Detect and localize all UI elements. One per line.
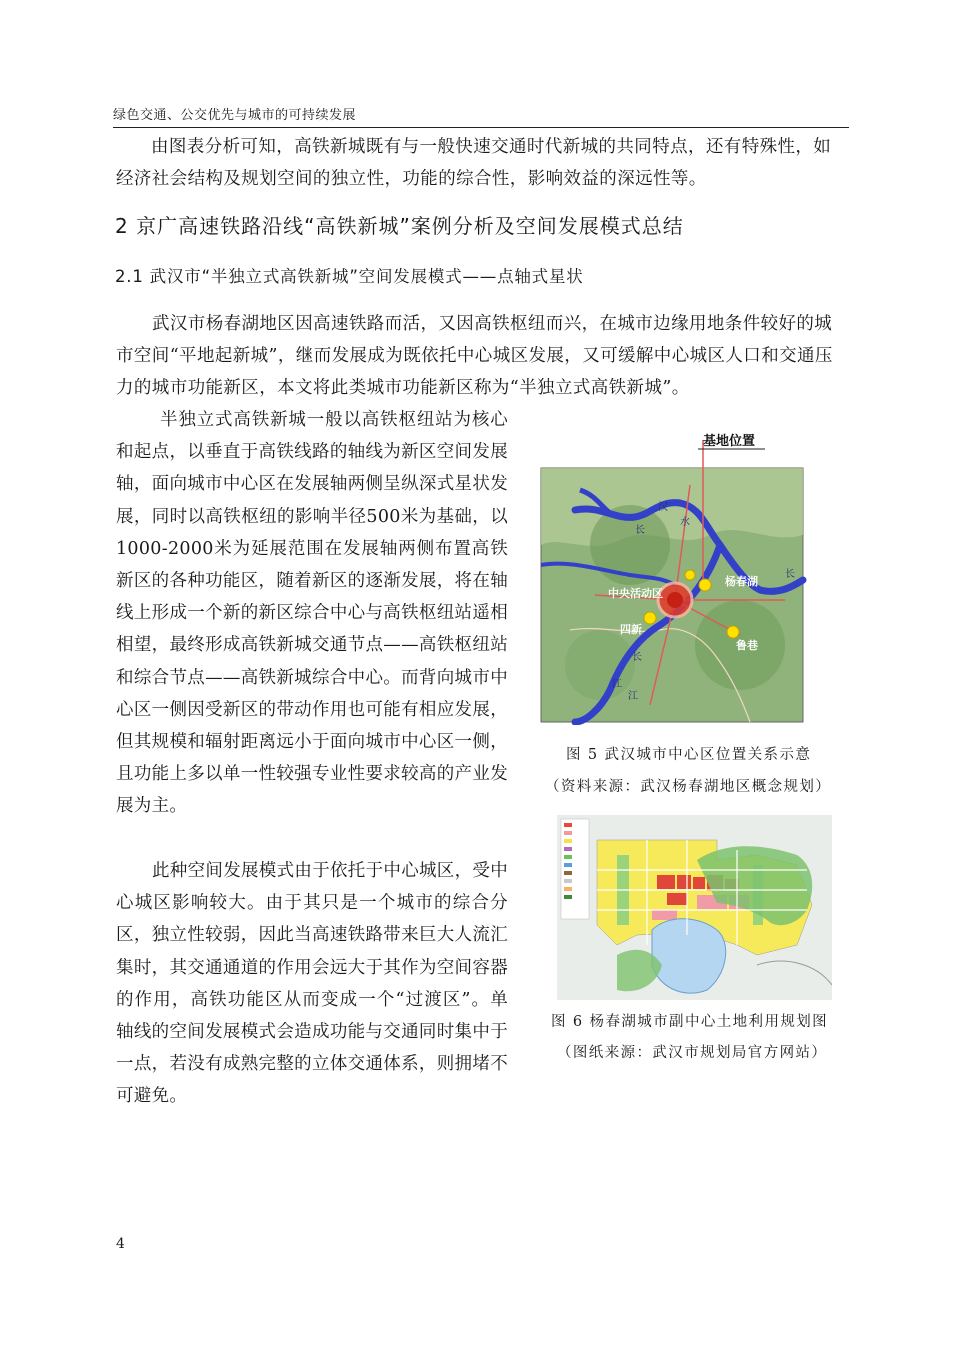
header-rule <box>113 127 849 128</box>
label-river-jiang-2: 江 <box>628 691 638 702</box>
intro-paragraph: 由图表分析可知，高铁新城既有与一般快速交通时代新城的共同特点，还有特殊性，如经济社会结构及规划空间的独立性，功能的综合性，影响效益的深远性等。 <box>116 137 832 189</box>
figure-6-caption: 图 6 杨春湖城市副中心土地利用规划图 <box>551 1014 829 1030</box>
subsection-heading: 2.1 武汉市“半独立式高铁新城”空间发展模式——点轴式星状 <box>115 267 584 286</box>
figure-6-plan <box>557 815 832 1000</box>
figure-5-source: （资料来源：武汉杨春湖地区概念规划） <box>545 779 832 795</box>
figure-6 <box>557 815 832 1000</box>
figure-5-map <box>540 425 820 725</box>
figure-5-caption: 图 5 武汉城市中心区位置关系示意 <box>566 747 812 763</box>
section-heading: 2 京广高速铁路沿线“高铁新城”案例分析及空间发展模式总结 <box>115 214 684 238</box>
label-center: 中央活动区 <box>608 587 663 600</box>
figure-5 <box>540 425 820 725</box>
label-yangchunhu: 杨春湖 <box>725 575 758 588</box>
paragraph-2: 半独立式高铁新城一般以高铁枢纽站为核心和起点，以垂直于高铁线路的轴线为新区空间发展轴，面向城市中心区在发展轴两侧呈纵深式星状发展，同时以高铁枢纽的影响半径500米为基础，以1000-2000米为延展范围在发展轴两侧布置高铁新区的各种功能区，随着新区的逐渐发展，将在轴线上形成一个新的新区综合中心与高铁枢纽站遥相相望，最终形成高铁新城交通节点——高铁枢纽站和综合节点——高铁新城综合中心。而背向城市中心区一侧因受新区的带动作用也可能有相应发展，但其规模和辐射距离远小于面向城市中心区一侧，且功能上多以单一性较强专业性要求较高的产业发展为主。 <box>116 410 508 817</box>
label-river-chang-1: 长 <box>632 652 642 663</box>
label-river-chang-3: 长 <box>785 569 795 580</box>
label-sixin: 四新 <box>620 623 642 636</box>
label-river-han: 汉 <box>658 502 668 513</box>
paragraph-1: 武汉市杨春湖地区因高速铁路而活，又因高铁枢纽而兴，在城市边缘用地条件较好的城市空间“平地起新城”，继而发展成为既依托中心城区发展，又可缓解中心城区人口和交通压力的城市功能新区，本文将此类城市功能新区称为“半独立式高铁新城”。 <box>116 314 833 398</box>
label-river-shui: 水 <box>680 517 690 528</box>
running-header: 绿色交通、公交优先与城市的可持续发展 <box>113 108 357 123</box>
label-river-chang-2: 长 <box>635 525 645 536</box>
label-site: 基地位置 <box>703 434 756 449</box>
paragraph-3: 此种空间发展模式由于依托于中心城区，受中心城区影响较大。由于其只是一个城市的综合分区，独立性较弱，因此当高速铁路带来巨大人流汇集时，其交通通道的作用会远大于其作为空间容器的作用，高铁功能区从而变成一个“过渡区”。单轴线的空间发展模式会造成功能与交通同时集中于一点，若没有成熟完整的立体交通体系，则拥堵不可避免。 <box>116 861 508 1107</box>
label-river-jiang-1: 江 <box>612 679 622 690</box>
label-luxiang: 鲁巷 <box>736 639 758 652</box>
figure-6-source: （图纸来源：武汉市规划局官方网站） <box>557 1045 828 1061</box>
page-number: 4 <box>116 1236 125 1252</box>
